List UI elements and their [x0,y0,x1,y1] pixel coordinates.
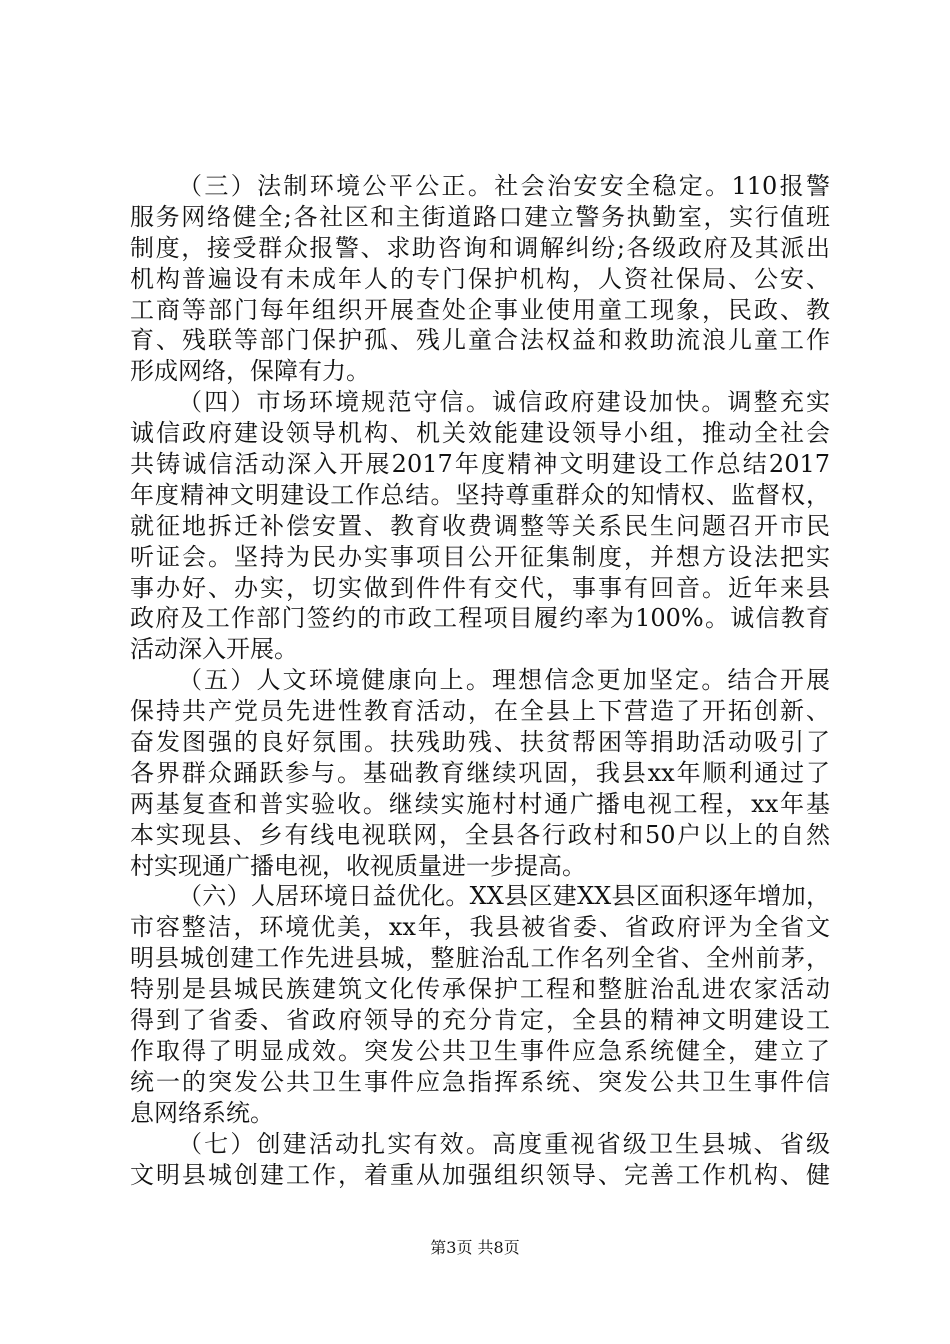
text-line: 得到了省委、省政府领导的充分肯定，全县的精神文明建设工 [130,1006,830,1035]
text-line: 明县城创建工作先进县城，整脏治乱工作名列全省、全州前茅， [130,944,830,973]
text-line: 服务网络健全;各社区和主街道路口建立警务执勤室，实行值班 [130,202,830,231]
text-line: 各界群众踊跃参与。基础教育继续巩固，我县xx年顺利通过了 [130,758,830,787]
text-line: 作取得了明显成效。突发公共卫生事件应急系统健全，建立了 [130,1036,830,1065]
text-line: 本实现县、乡有线电视联网，全县各行政村和50户以上的自然 [130,820,830,849]
text-line: 息网络系统。 [130,1098,274,1127]
body-text [130,171,830,1190]
text-line: 共铸诚信活动深入开展2017年度精神文明建设工作总结2017 [130,450,830,479]
text-line: （四）市场环境规范守信。诚信政府建设加快。调整充实 [178,388,830,417]
text-line: 奋发图强的良好氛围。扶残助残、扶贫帮困等捐助活动吸引了 [130,728,830,757]
text-line: 两基复查和普实验收。继续实施村村通广播电视工程，xx年基 [130,789,830,818]
text-line: 年度精神文明建设工作总结。坚持尊重群众的知情权、监督权， [130,480,830,509]
text-line: （七）创建活动扎实有效。高度重视省级卫生县城、省级 [178,1129,830,1158]
text-line: 统一的突发公共卫生事件应急指挥系统、突发公共卫生事件信 [130,1067,830,1096]
text-line: （三）法制环境公平公正。社会治安安全稳定。110报警 [178,172,830,200]
text-line: 诚信政府建设领导机构、机关效能建设领导小组，推动全社会 [130,419,830,448]
text-line: 政府及工作部门签约的市政工程项目履约率为100%。诚信教育 [130,604,830,633]
text-line: 文明县城创建工作，着重从加强组织领导、完善工作机构、健 [130,1160,830,1189]
text-line: 村实现通广播电视，收视质量进一步提高。 [130,851,586,880]
text-line: 机构普遍设有未成年人的专门保护机构，人资社保局、公安、 [130,264,830,293]
text-line: 事办好、办实，切实做到件件有交代，事事有回音。近年来县 [130,573,830,602]
text-line: 特别是县城民族建筑文化传承保护工程和整脏治乱进农家活动 [130,975,830,1004]
text-line: 形成网络，保障有力。 [130,357,370,386]
text-line: 制度，接受群众报警、求助咨询和调解纠纷;各级政府及其派出 [130,233,830,262]
text-line: 听证会。坚持为民办实事项目公开征集制度，并想方设法把实 [130,542,830,571]
text-line: 活动深入开展。 [130,635,298,664]
text-line: （五）人文环境健康向上。理想信念更加坚定。结合开展 [178,666,830,695]
text-line: 市容整洁，环境优美，xx年，我县被省委、省政府评为全省文 [130,913,830,942]
text-line: 保持共产党员先进性教育活动，在全县上下营造了开拓创新、 [130,697,830,726]
text-line: （六）人居环境日益优化。XX县区建XX县区面积逐年增加， [178,882,830,911]
text-line: 育、残联等部门保护孤、残儿童合法权益和救助流浪儿童工作 [130,326,830,355]
text-line: 就征地拆迁补偿安置、教育收费调整等关系民生问题召开市民 [130,511,830,540]
page-footer: 第3页 共8页 [430,1238,520,1257]
text-line: 工商等部门每年组织开展查处企事业使用童工现象，民政、教 [130,295,830,324]
